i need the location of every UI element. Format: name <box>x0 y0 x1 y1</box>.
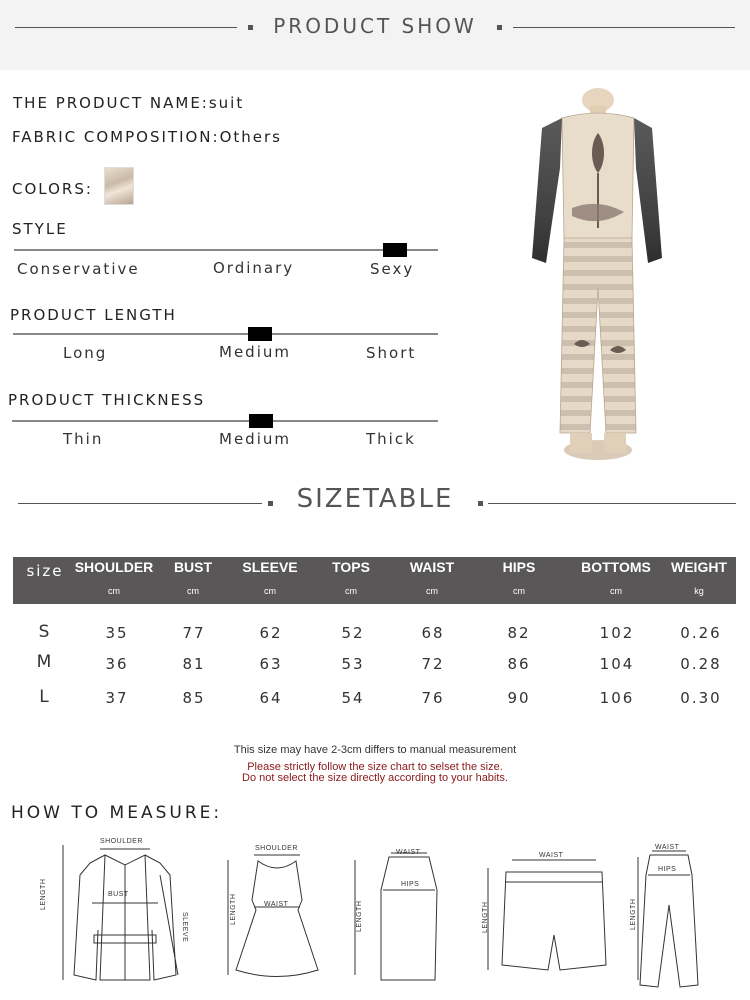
dress-length-label: LENGTH <box>230 893 237 925</box>
style-option: Conservative <box>17 260 140 278</box>
cell: 68 <box>421 624 445 642</box>
left-sleeve <box>532 118 562 263</box>
unit: cm <box>108 586 120 596</box>
jacket-diagram <box>50 835 200 990</box>
cell: 85 <box>182 689 206 707</box>
unit: cm <box>187 586 199 596</box>
skirt-hips-label: HIPS <box>401 881 420 888</box>
thickness-option: Medium <box>219 430 291 448</box>
col-bust: BUST <box>173 559 213 575</box>
col-size: size <box>26 562 64 580</box>
style-heading: STYLE <box>12 220 68 238</box>
cell: 53 <box>341 655 365 673</box>
size-m: M <box>36 652 54 672</box>
cell: 36 <box>105 655 129 673</box>
cell: 106 <box>599 689 635 707</box>
cell: 0.30 <box>680 689 722 707</box>
style-option: Sexy <box>370 260 415 278</box>
product-show-title: PRODUCT SHOW <box>273 14 477 38</box>
shorts-length-label: LENGTH <box>482 901 489 933</box>
length-scale-line <box>13 333 438 335</box>
style-marker <box>383 243 407 257</box>
cell: 0.26 <box>680 624 722 642</box>
size-table-header <box>13 557 736 604</box>
right-sleeve <box>634 118 662 263</box>
product-name: THE PRODUCT NAME:suit <box>13 94 245 112</box>
note-habits: Do not select the size directly according to your habits. <box>242 772 508 784</box>
cell: 63 <box>259 655 283 673</box>
col-tops: TOPS <box>332 559 370 575</box>
product-photo <box>520 88 670 468</box>
skirt-length-label: LENGTH <box>356 900 363 932</box>
cell: 0.28 <box>680 655 722 673</box>
cell: 102 <box>599 624 635 642</box>
how-to-measure-heading: HOW TO MEASURE: <box>11 803 223 823</box>
note-measurement: This size may have 2-3cm differs to manual measurement <box>233 744 517 756</box>
length-option: Medium <box>219 343 291 361</box>
note-follow-chart: Please strictly follow the size chart to selset the size. <box>247 761 503 773</box>
fabric-composition: FABRIC COMPOSITION:Others <box>12 128 282 146</box>
unit: cm <box>513 586 525 596</box>
shorts-diagram <box>478 850 618 980</box>
length-heading: PRODUCT LENGTH <box>10 306 177 324</box>
sizetable-rule-right <box>488 503 736 504</box>
thickness-marker <box>249 414 273 428</box>
style-option: Ordinary <box>213 259 295 277</box>
thickness-option: Thick <box>366 430 416 448</box>
header-rule-left <box>15 27 237 28</box>
header-dot-right <box>497 25 502 30</box>
jacket-length-label: LENGTH <box>40 878 47 910</box>
cell: 72 <box>421 655 445 673</box>
sizetable-dot-left <box>268 501 273 506</box>
cell: 64 <box>259 689 283 707</box>
pants <box>560 238 636 433</box>
unit: cm <box>264 586 276 596</box>
thickness-heading: PRODUCT THICKNESS <box>8 391 206 409</box>
pants-waist-label: WAIST <box>655 844 680 851</box>
cell: 77 <box>182 624 206 642</box>
sizetable-rule-left <box>18 503 262 504</box>
length-option: Long <box>63 344 108 362</box>
sizetable-dot-right <box>478 501 483 506</box>
cell: 52 <box>341 624 365 642</box>
cell: 104 <box>599 655 635 673</box>
style-scale-line <box>14 249 438 251</box>
dress-waist-label: WAIST <box>264 901 289 908</box>
colors-label: COLORS: <box>12 180 93 198</box>
jacket-bust-label: BUST <box>108 891 129 898</box>
skirt-waist-label: WAIST <box>396 849 421 856</box>
size-s: S <box>38 622 52 642</box>
unit: cm <box>426 586 438 596</box>
pants-hips-label: HIPS <box>658 866 677 873</box>
cell: 76 <box>421 689 445 707</box>
col-sleeve: SLEEVE <box>242 559 298 575</box>
sizetable-title: SIZETABLE <box>296 484 454 514</box>
pants-length-label: LENGTH <box>630 898 637 930</box>
thickness-scale-line <box>12 420 438 422</box>
col-shoulder: SHOULDER <box>74 559 154 575</box>
cell: 37 <box>105 689 129 707</box>
length-option: Short <box>366 344 417 362</box>
color-swatch[interactable] <box>104 167 134 205</box>
thickness-option: Thin <box>63 430 104 448</box>
unit: kg <box>694 586 704 596</box>
size-l: L <box>39 687 51 707</box>
length-marker <box>248 327 272 341</box>
header-dot-left <box>248 25 253 30</box>
cell: 35 <box>105 624 129 642</box>
cell: 54 <box>341 689 365 707</box>
dress-shoulder-label: SHOULDER <box>255 845 298 852</box>
col-waist: WAIST <box>409 559 455 575</box>
col-weight: WEIGHT <box>671 559 727 575</box>
shorts-waist-label: WAIST <box>539 852 564 859</box>
jacket-sleeve-label: SLEEVE <box>181 912 188 943</box>
col-bottoms: BOTTOMS <box>581 559 651 575</box>
jacket-shoulder-label: SHOULDER <box>100 838 143 845</box>
cell: 81 <box>182 655 206 673</box>
cell: 90 <box>507 689 531 707</box>
cell: 86 <box>507 655 531 673</box>
unit: cm <box>345 586 357 596</box>
col-hips: HIPS <box>502 559 536 575</box>
unit: cm <box>610 586 622 596</box>
cell: 62 <box>259 624 283 642</box>
cell: 82 <box>507 624 531 642</box>
header-rule-right <box>513 27 735 28</box>
